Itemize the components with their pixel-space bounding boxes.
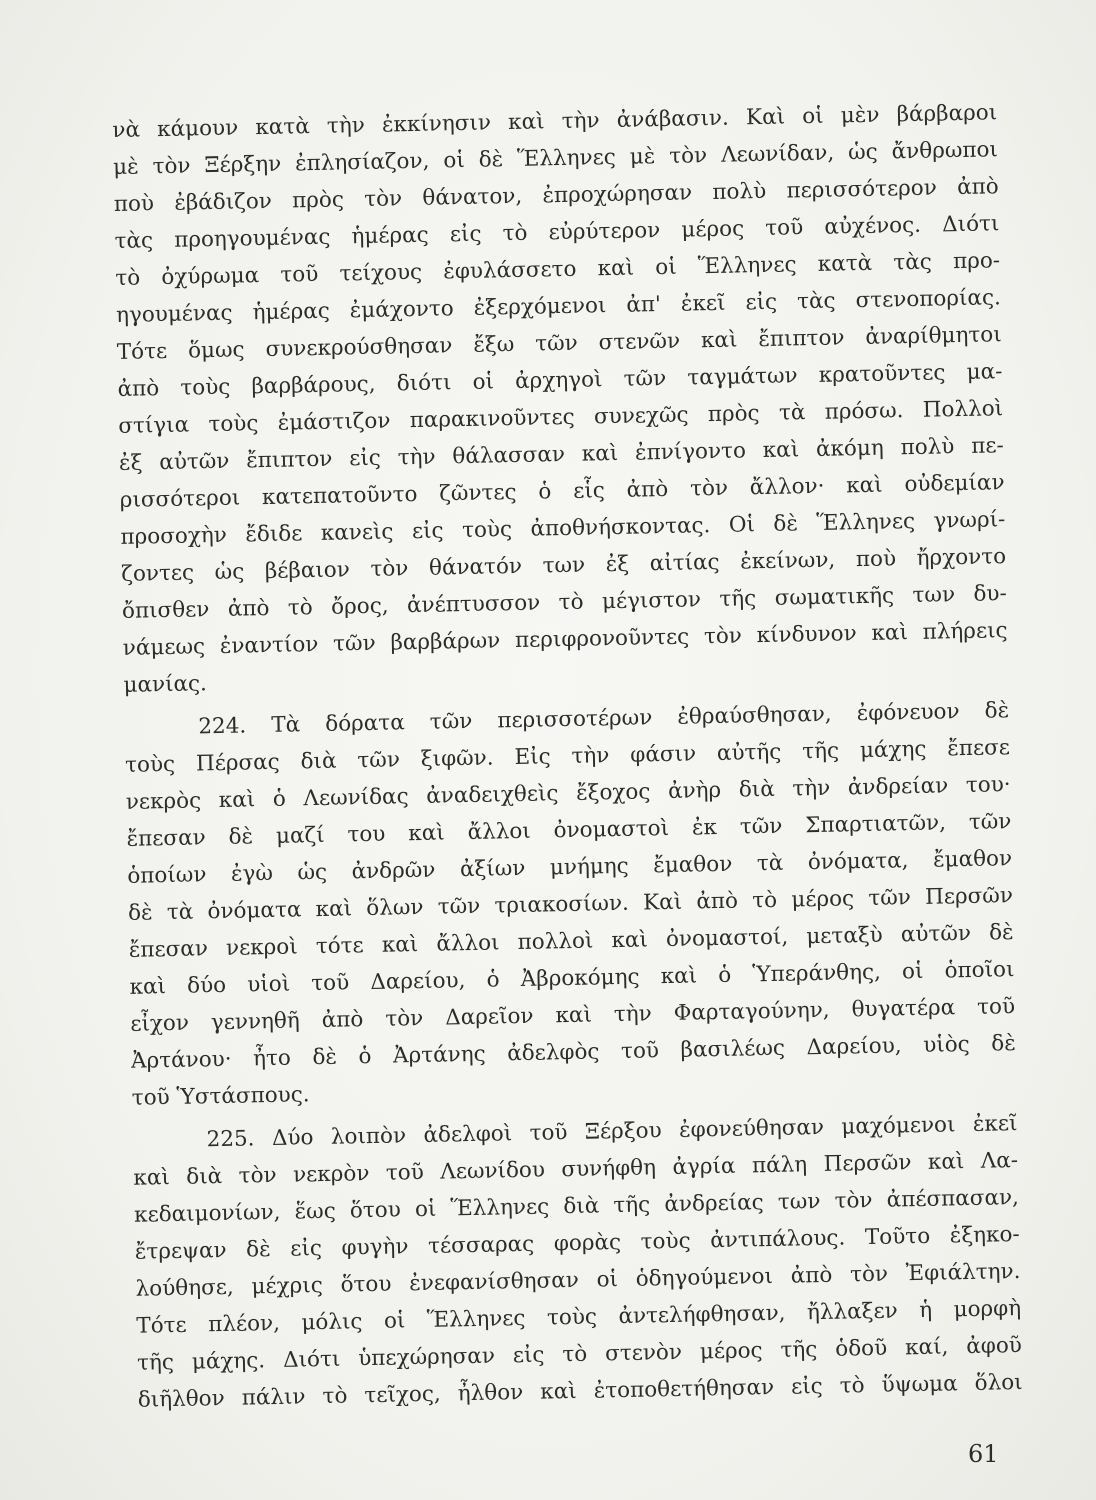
- paragraph-start-224: 224. Τὰ δόρατα τῶν περισσοτέρων ἐθραύσθησαν, ἐφόνευον δὲ: [198, 698, 1010, 740]
- text-line: ὄπισθεν ἀπὸ τὸ ὄρος, ἀνέπτυσσον τὸ μέγιστον τῆς σωματικῆς των δυ-: [121, 581, 1008, 624]
- text-line: μανίας.: [123, 671, 208, 698]
- text-line: διῆλθον πάλιν τὸ τεῖχος, ἦλθον καὶ ἐτοποθετήθησαν εἰς τὸ ὕψωμα ὅλοι: [137, 1369, 1023, 1413]
- text-line: λούθησε, μέχρις ὅτου ἐνεφανίσθησαν οἱ ὁδηγούμενοι ἀπὸ τὸν Ἐφιάλτην.: [135, 1259, 1021, 1302]
- text-line: Τότε ὅμως συνεκρούσθησαν ἔξω τῶν στενῶν καὶ ἔπιπτον ἀναρίθμητοι: [116, 322, 1002, 365]
- text-line: νάμεως ἐναντίον τῶν βαρβάρων περιφρονοῦντες τὸν κίνδυνον καὶ πλήρεις: [122, 618, 1008, 661]
- text-line: ζοντες ὡς βέβαιον τὸν θάνατόν των ἐξ αἰτίας ἐκείνων, ποὺ ἤρχοντο: [121, 544, 1007, 587]
- text-line: κεδαιμονίων, ἕως ὅτου οἱ Ἕλληνες διὰ τῆς ἀνδρείας των τὸν ἀπέσπασαν,: [133, 1185, 1020, 1228]
- text-line: τὰς προηγουμένας ἡμέρας εἰς τὸ εὐρύτερον μέρος τοῦ αὐχένος. Διότι: [114, 211, 1000, 254]
- text-line: ἐξ αὐτῶν ἔπιπτον εἰς τὴν θάλασσαν καὶ ἐπνίγοντο καὶ ἀκόμη πολὺ πε-: [118, 433, 1005, 476]
- text-line: τῆς μάχης. Διότι ὑπεχώρησαν εἰς τὸ στενὸν μέρος τῆς ὁδοῦ καί, ἀφοῦ: [136, 1332, 1023, 1376]
- body-text: [112, 94, 1023, 1418]
- text-line: εἶχον γεννηθῆ ἀπὸ τὸν Δαρεῖον καὶ τὴν Φαρταγούνην, θυγατέρα τοῦ: [130, 994, 1016, 1037]
- text-line: νεκρὸς καὶ ὁ Λεωνίδας ἀναδειχθεὶς ἔξοχος ἀνὴρ διὰ τὴν ἀνδρείαν του·: [125, 772, 1011, 815]
- text-line: ἀπὸ τοὺς βαρβάρους, διότι οἱ ἀρχηγοὶ τῶν ταγμάτων κρατοῦντες μα-: [117, 359, 1003, 402]
- text-line: τοῦ Ὑστάσπους.: [131, 1082, 310, 1111]
- text-line: καὶ διὰ τὸν νεκρὸν τοῦ Λεωνίδου συνήφθη ἀγρία πάλη Περσῶν καὶ Λα-: [133, 1148, 1019, 1191]
- text-line: νὰ κάμουν κατὰ τὴν ἐκκίνησιν καὶ τὴν ἀνάβασιν. Καὶ οἱ μὲν βάρβαροι: [112, 100, 998, 143]
- text-line: ηγουμένας ἡμέρας ἐμάχοντο ἐξερχόμενοι ἀπ' ἐκεῖ εἰς τὰς στενοπορίας.: [115, 285, 1002, 328]
- paragraph-start-225: 225. Δύο λοιπὸν ἀδελφοὶ τοῦ Ξέρξου ἐφονεύθησαν μαχόμενοι ἐκεῖ: [206, 1111, 1018, 1153]
- text-line: καὶ δύο υἱοὶ τοῦ Δαρείου, ὁ Ἀβροκόμης καὶ ὁ Ὑπεράνθης, οἱ ὁποῖοι: [129, 957, 1015, 1000]
- text-line: ποὺ ἐβάδιζον πρὸς τὸν θάνατον, ἐπροχώρησαν πολὺ περισσότερον ἀπὸ: [113, 174, 999, 217]
- page-number: 61: [968, 1440, 999, 1468]
- text-line: τὸ ὀχύρωμα τοῦ τείχους ἐφυλάσσετο καὶ οἱ Ἕλληνες κατὰ τὰς προ-: [115, 248, 1001, 291]
- text-line: ἔτρεψαν δὲ εἰς φυγὴν τέσσαρας φορὰς τοὺς ἀντιπάλους. Τοῦτο ἐξηκο-: [134, 1222, 1020, 1265]
- text-line: δὲ τὰ ὀνόματα καὶ ὅλων τῶν τριακοσίων. Καὶ ἀπὸ τὸ μέρος τῶν Περσῶν: [127, 883, 1014, 926]
- text-line: ρισσότεροι κατεπατοῦντο ζῶντες ὁ εἷς ἀπὸ τὸν ἄλλον· καὶ οὐδεμίαν: [119, 470, 1005, 513]
- text-line: στίγια τοὺς ἐμάστιζον παρακινοῦντες συνεχῶς πρὸς τὰ πρόσω. Πολλοὶ: [118, 396, 1004, 439]
- text-line: Ἀρτάνου· ἦτο δὲ ὁ Ἀρτάνης ἀδελφὸς τοῦ βασιλέως Δαρείου, υἱὸς δὲ: [130, 1031, 1017, 1074]
- text-line: μὲ τὸν Ξέρξην ἐπλησίαζον, οἱ δὲ Ἕλληνες μὲ τὸν Λεωνίδαν, ὡς ἄνθρωποι: [112, 137, 999, 180]
- text-line: ἔπεσαν δὲ μαζί του καὶ ἄλλοι ὀνομαστοὶ ἐκ τῶν Σπαρτιατῶν, τῶν: [126, 809, 1012, 852]
- text-line: Τότε πλέον, μόλις οἱ Ἕλληνες τοὺς ἀντελήφθησαν, ἤλλαξεν ἡ μορφὴ: [136, 1295, 1022, 1339]
- text-line: ὁποίων ἐγὼ ὡς ἀνδρῶν ἀξίων μνήμης ἔμαθον τὰ ὀνόματα, ἔμαθον: [127, 846, 1013, 889]
- text-line: τοὺς Πέρσας διὰ τῶν ξιφῶν. Εἰς τὴν φάσιν αὐτῆς τῆς μάχης ἔπεσε: [124, 735, 1011, 778]
- text-line: προσοχὴν ἔδιδε κανεὶς εἰς τοὺς ἀποθνήσκοντας. Οἱ δὲ Ἕλληνες γνωρί-: [120, 507, 1006, 550]
- text-line: ἔπεσαν νεκροὶ τότε καὶ ἄλλοι πολλοὶ καὶ ὀνομαστοί, μεταξὺ αὐτῶν δὲ: [128, 920, 1014, 963]
